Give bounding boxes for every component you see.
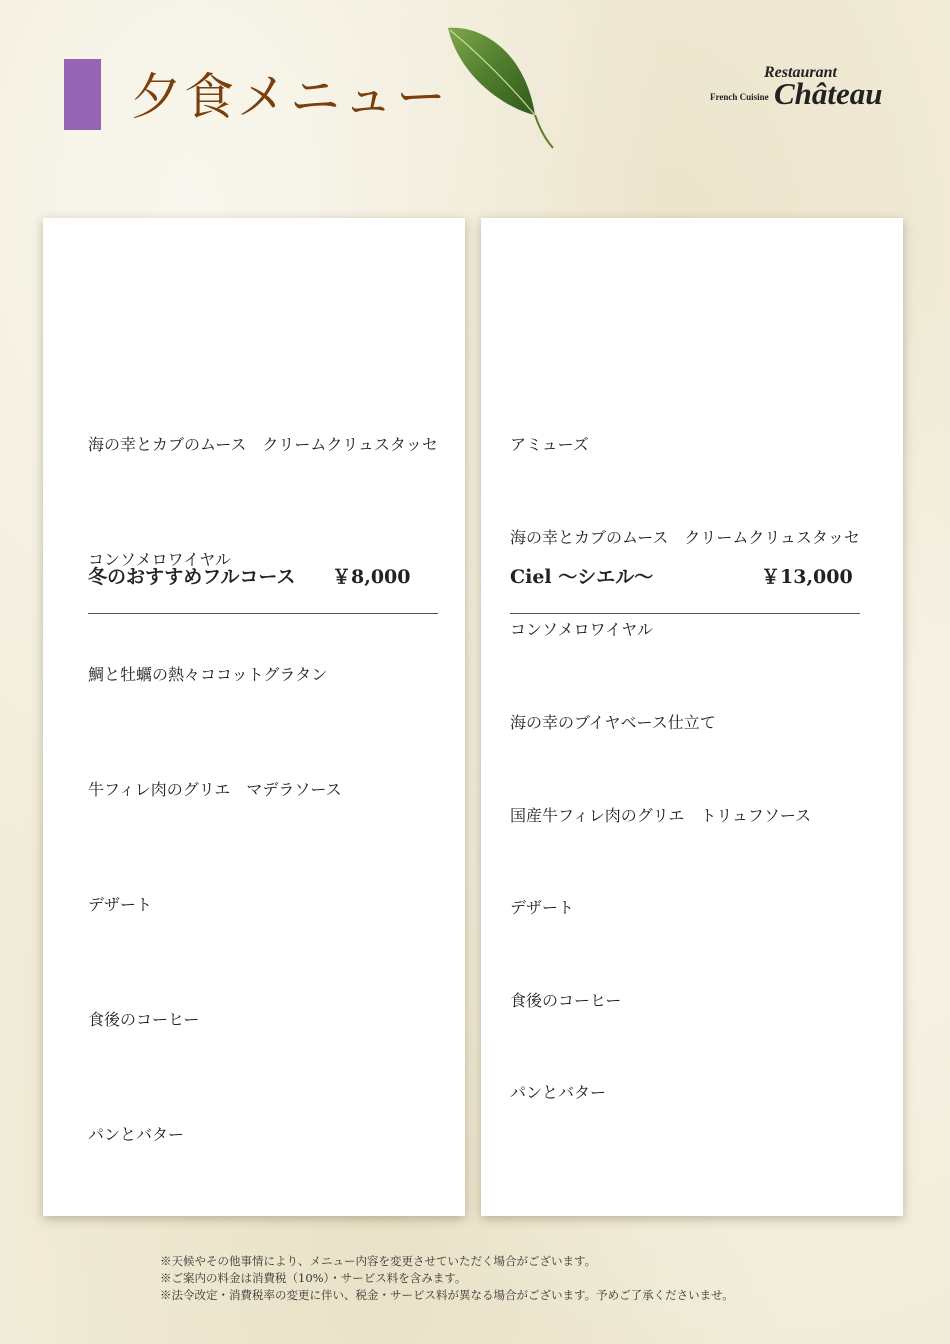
footnote: ※ご案内の料金は消費税（10%）・サービス料を含みます。 xyxy=(160,1271,467,1285)
menu-item: 食後のコーヒー xyxy=(510,991,622,1010)
title-accent-bar xyxy=(64,59,101,130)
menu-item: 海の幸とカブのムース クリームクリュスタッセ xyxy=(88,435,438,454)
course-name: Ciel ～シエル～ xyxy=(510,566,654,588)
menu-item: デザート xyxy=(88,895,153,914)
course-card-right xyxy=(481,218,903,1216)
menu-item: 牛フィレ肉のグリエ マデラソース xyxy=(88,780,342,799)
divider xyxy=(510,613,860,614)
restaurant-logo xyxy=(706,64,891,124)
menu-item: 海の幸のブイヤベース仕立て xyxy=(510,713,716,732)
course-card-left xyxy=(43,218,465,1216)
menu-item: パンとバター xyxy=(88,1125,185,1144)
logo-name-text: Château xyxy=(774,76,883,111)
menu-item: コンソメロワイヤル xyxy=(510,620,654,639)
footnote: ※法令改定・消費税率の変更に伴い、税金・サービス料が異なる場合がございます。予めご了承くださいませ。 xyxy=(160,1288,734,1302)
leaf-icon xyxy=(440,20,560,155)
menu-item: 鯛と牡蠣の熱々ココットグラタン xyxy=(88,665,328,684)
divider xyxy=(88,613,438,614)
menu-item: 国産牛フィレ肉のグリエ トリュフソース xyxy=(510,806,812,825)
logo-restaurant-text: Restaurant xyxy=(764,64,837,81)
course-price: ￥8,000 xyxy=(332,566,411,588)
course-price: ￥13,000 xyxy=(761,566,853,588)
course-name: 冬のおすすめフルコース xyxy=(88,566,296,588)
menu-item: アミューズ xyxy=(510,435,589,454)
page-title: 夕食メニュー xyxy=(131,68,449,126)
menu-item: 食後のコーヒー xyxy=(88,1010,200,1029)
footnote: ※天候やその他事情により、メニュー内容を変更させていただく場合がございます。 xyxy=(160,1254,597,1268)
menu-item: パンとバター xyxy=(510,1083,607,1102)
menu-item: 海の幸とカブのムース クリームクリュスタッセ xyxy=(510,528,860,547)
menu-item: コンソメロワイヤル xyxy=(88,550,232,569)
footnotes xyxy=(160,1253,734,1304)
logo-cuisine-text: French Cuisine xyxy=(710,92,769,102)
menu-item: デザート xyxy=(510,898,575,917)
